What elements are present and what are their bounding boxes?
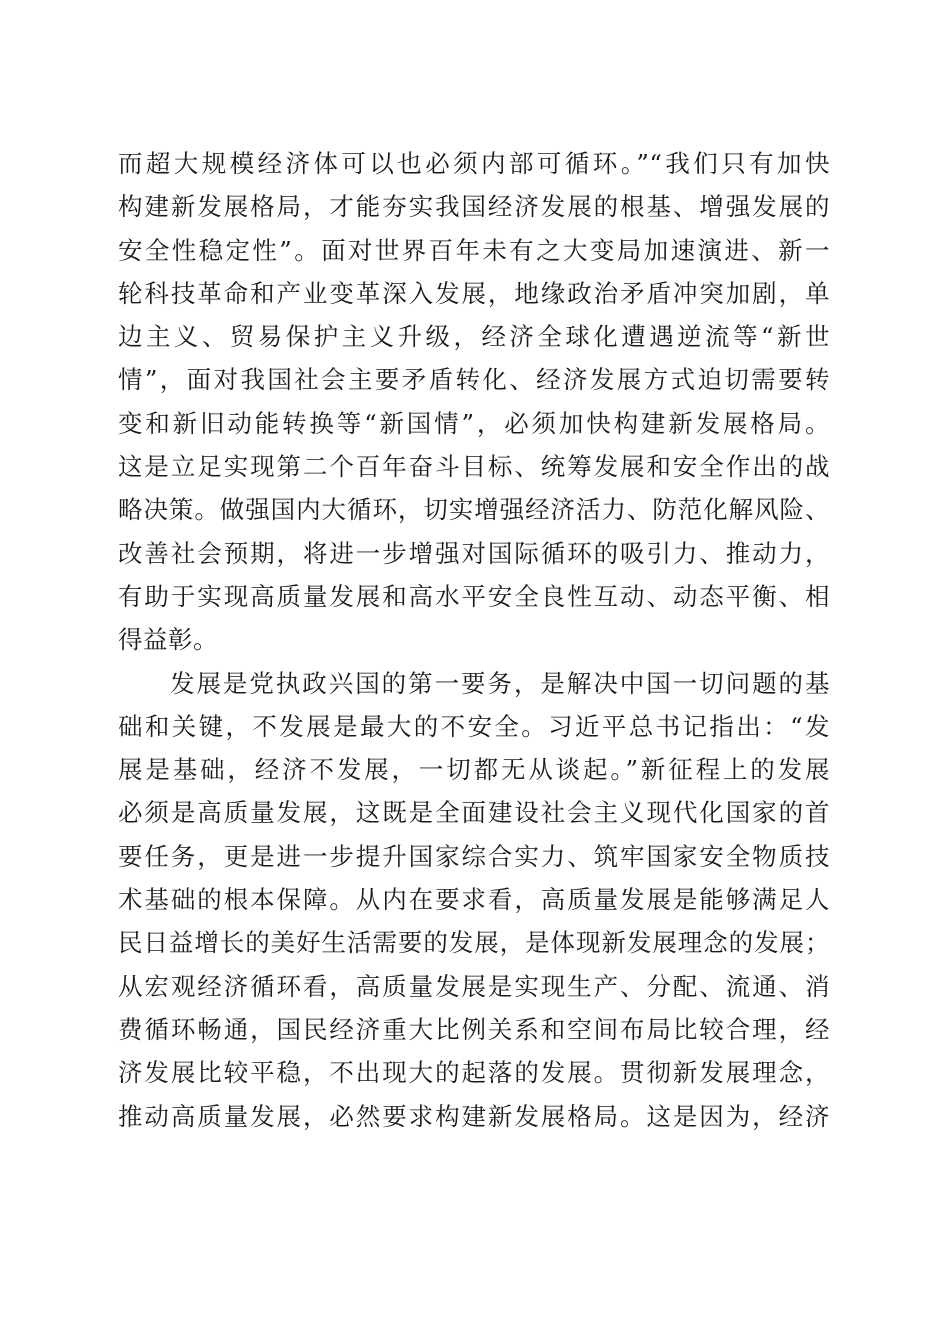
text-line: 础和关键，不发展是最大的不安全。习近平总书记指出：“发 <box>118 711 830 741</box>
text-line: 推动高质量发展，必然要求构建新发展格局。这是因为，经济 <box>118 1101 830 1131</box>
text-line: 必须是高质量发展，这既是全面建设社会主义现代化国家的首 <box>118 798 830 828</box>
text-line: 术基础的根本保障。从内在要求看，高质量发展是能够满足人 <box>118 885 830 915</box>
text-line: 构建新发展格局，才能夯实我国经济发展的根基、增强发展的 <box>118 192 830 222</box>
document-body <box>118 142 830 1138</box>
text-line: 改善社会预期，将进一步增强对国际循环的吸引力、推动力， <box>118 538 830 568</box>
text-line: 安全性稳定性”。面对世界百年未有之大变局加速演进、新一 <box>118 235 830 265</box>
text-line: 展是基础，经济不发展，一切都无从谈起。”新征程上的发展 <box>118 755 830 785</box>
text-line: 这是立足实现第二个百年奋斗目标、统筹发展和安全作出的战 <box>118 452 830 482</box>
text-line: 轮科技革命和产业变革深入发展，地缘政治矛盾冲突加剧，单 <box>118 278 830 308</box>
text-line: 变和新旧动能转换等“新国情”，必须加快构建新发展格局。 <box>118 408 830 438</box>
text-line: 要任务，更是进一步提升国家综合实力、筑牢国家安全物质技 <box>118 841 830 871</box>
text-line: 有助于实现高质量发展和高水平安全良性互动、动态平衡、相 <box>118 581 830 611</box>
paragraph-1 <box>118 142 830 662</box>
text-line: 济发展比较平稳，不出现大的起落的发展。贯彻新发展理念， <box>118 1058 830 1088</box>
paragraph-2 <box>118 662 830 1138</box>
text-line: 发展是党执政兴国的第一要务，是解决中国一切问题的基 <box>170 668 830 698</box>
text-line: 情”，面对我国社会主要矛盾转化、经济发展方式迫切需要转 <box>118 365 830 395</box>
text-line: 而超大规模经济体可以也必须内部可循环。”“我们只有加快 <box>118 149 830 178</box>
text-line: 略决策。做强国内大循环，切实增强经济活力、防范化解风险、 <box>118 495 830 525</box>
text-line: 边主义、贸易保护主义升级，经济全球化遭遇逆流等“新世 <box>118 322 830 352</box>
text-line: 费循环畅通，国民经济重大比例关系和空间布局比较合理，经 <box>118 1014 830 1044</box>
text-line: 民日益增长的美好生活需要的发展，是体现新发展理念的发展； <box>118 928 830 958</box>
text-line: 得益彰。 <box>118 625 218 655</box>
text-line: 从宏观经济循环看，高质量发展是实现生产、分配、流通、消 <box>118 971 830 1001</box>
